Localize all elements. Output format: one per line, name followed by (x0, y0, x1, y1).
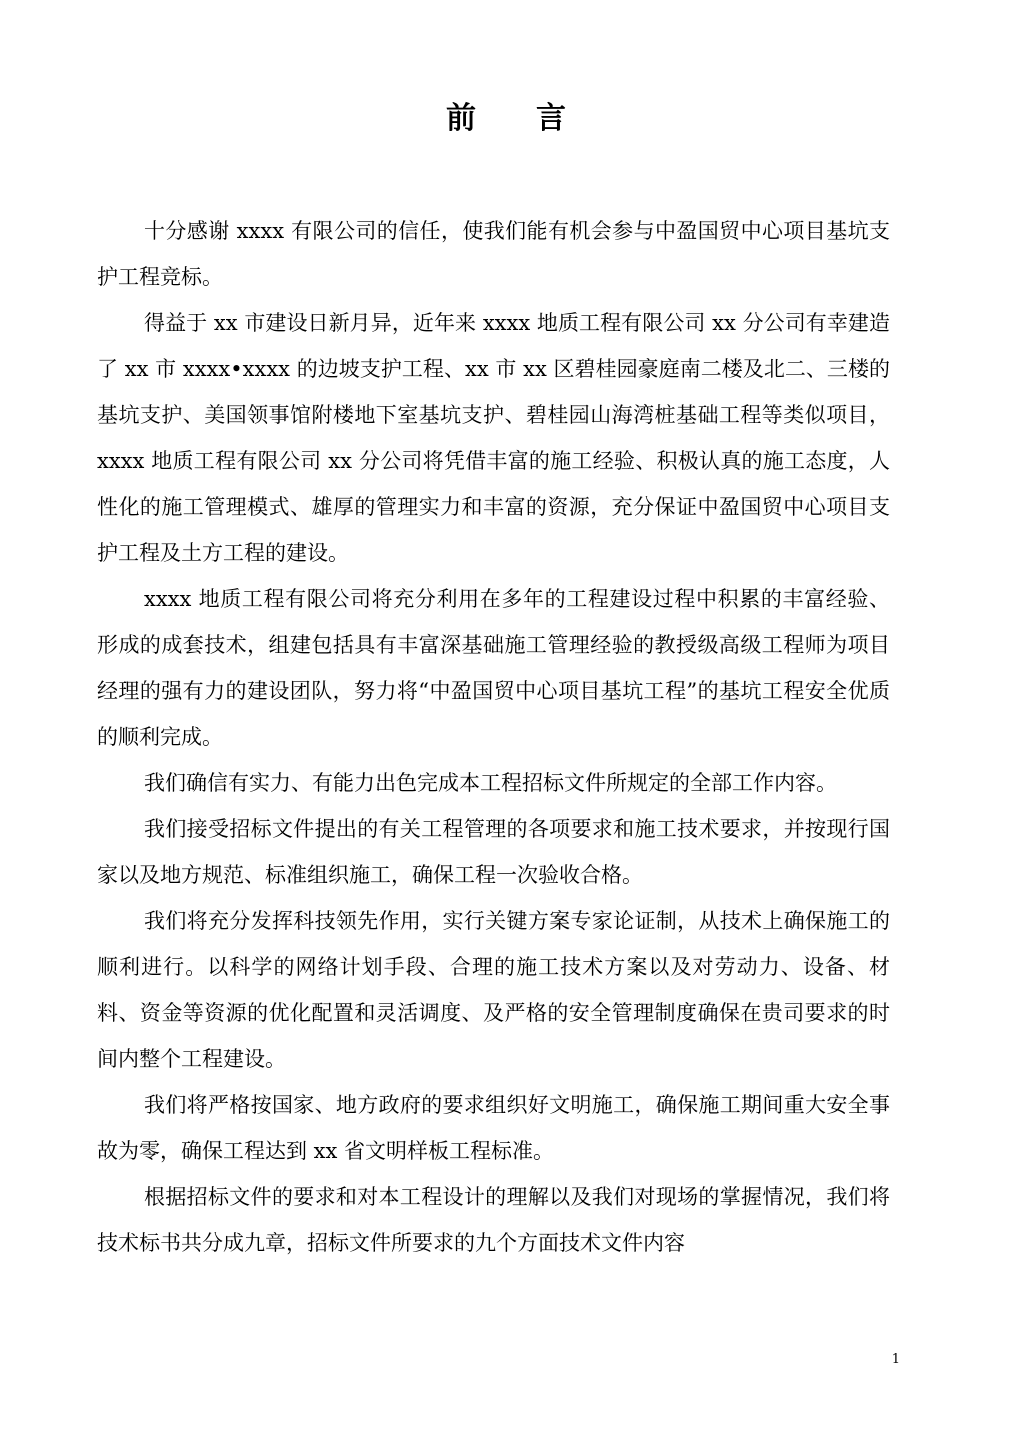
page-number: 1 (891, 1352, 900, 1367)
paragraph-structure: 根据招标文件的要求和对本工程设计的理解以及我们对现场的掌握情况，我们将技术标书共分成九章，招标文件所要求的九个方面技术文件内容 (97, 1185, 890, 1255)
paragraph-experience: 得益于 xx 市建设日新月异，近年来 xxxx 地质工程有限公司 xx 分公司有幸建造了 xx 市 xxxx•xxxx 的边坡支护工程、xx 市 xx 区碧桂园豪庭南二楼及北二、三楼的基坑支护、美国领事馆附楼地下室基坑支护、碧桂园山海湾桩基础工程等类似项目，xxxx 地质工程有限公司 xx 分公司将凭借丰富的施工经验、积极认真的施工态度，人性化的施工管理模式、雄厚的管理实力和丰富的资源，充分保证中盈国贸中心项目支护工程及土方工程的建设。 (97, 311, 890, 565)
paragraph-team: xxxx 地质工程有限公司将充分利用在多年的工程建设过程中积累的丰富经验、形成的成套技术，组建包括具有丰富深基础施工管理经验的教授级高级工程师为项目经理的强有力的建设团队，努力将“中盈国贸中心项目基坑工程”的基坑工程安全优质的顺利完成。 (97, 587, 890, 749)
paragraph-civilized-construction: 我们将严格按国家、地方政府的要求组织好文明施工，确保施工期间重大安全事故为零，确保工程达到 xx 省文明样板工程标准。 (97, 1093, 890, 1163)
document-body (97, 208, 890, 1266)
paragraph-thanks: 十分感谢 xxxx 有限公司的信任，使我们能有机会参与中盈国贸中心项目基坑支护工程竞标。 (97, 219, 890, 289)
paragraph-requirements: 我们接受招标文件提出的有关工程管理的各项要求和施工技术要求，并按现行国家以及地方规范、标准组织施工，确保工程一次验收合格。 (97, 817, 890, 887)
page-title: 前言 (446, 101, 626, 136)
paragraph-technology: 我们将充分发挥科技领先作用，实行关键方案专家论证制，从技术上确保施工的顺利进行。以科学的网络计划手段、合理的施工技术方案以及对劳动力、设备、材料、资金等资源的优化配置和灵活调度、及严格的安全管理制度确保在贵司要求的时间内整个工程建设。 (97, 909, 890, 1071)
paragraph-capability: 我们确信有实力、有能力出色完成本工程招标文件所规定的全部工作内容。 (144, 771, 837, 795)
